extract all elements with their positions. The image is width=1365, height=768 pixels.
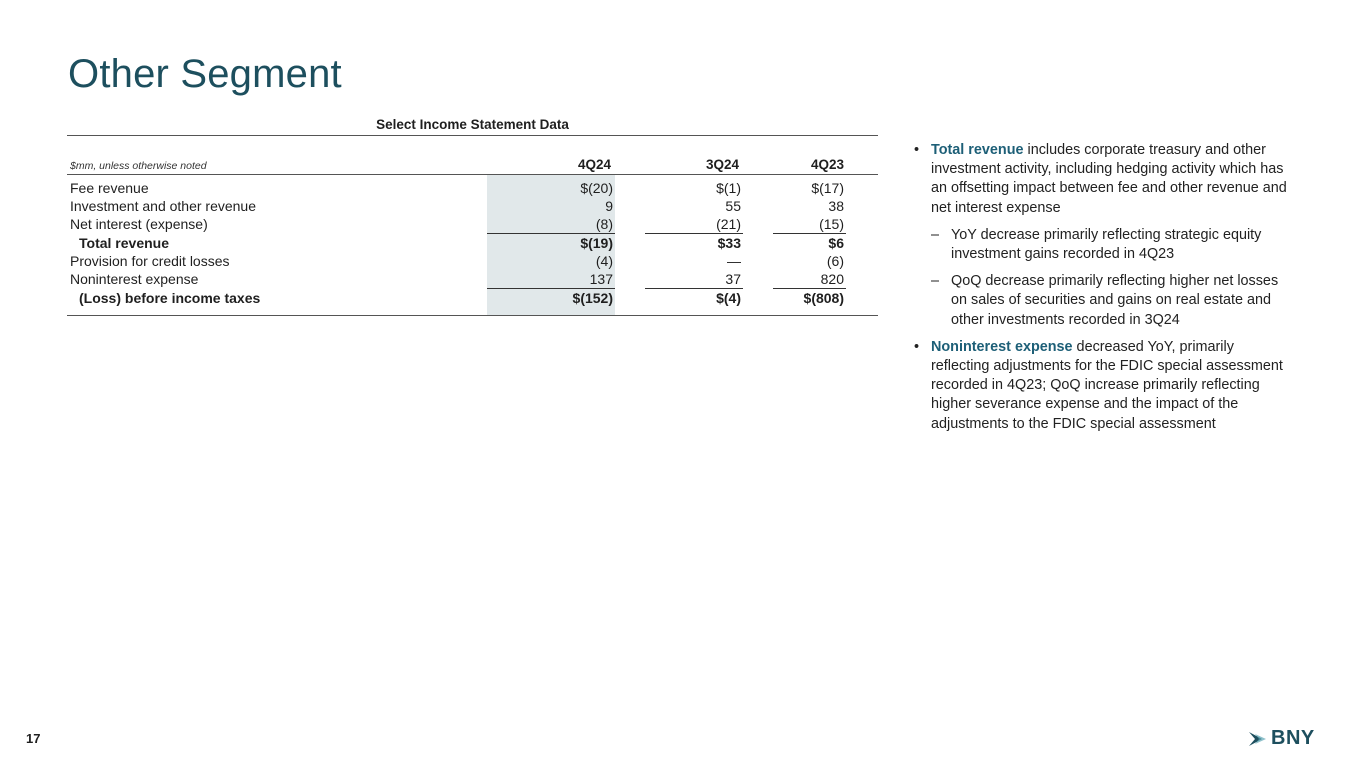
row-label: (Loss) before income taxes bbox=[79, 289, 261, 306]
column-header-4q24: 4Q24 bbox=[577, 157, 611, 172]
cell-3q24: $33 bbox=[615, 233, 743, 252]
cell-4q24: (8) bbox=[487, 215, 615, 233]
dash-icon: – bbox=[931, 273, 940, 290]
cell-4q24: 137 bbox=[487, 270, 615, 288]
table-bottom-divider bbox=[67, 315, 878, 316]
row-label: Provision for credit losses bbox=[70, 253, 230, 269]
table-row-total bbox=[67, 233, 878, 252]
cell-3q24: (21) bbox=[716, 216, 741, 232]
logo-text: BNY bbox=[1271, 727, 1315, 749]
units-note: $mm, unless otherwise noted bbox=[70, 160, 207, 172]
bullet-dot-icon: • bbox=[914, 338, 920, 355]
cell-4q23: $(808) bbox=[743, 288, 878, 315]
table-row bbox=[67, 270, 878, 288]
row-label: Net interest (expense) bbox=[70, 216, 208, 232]
table-row bbox=[67, 215, 878, 233]
cell-4q24: (4) bbox=[487, 252, 615, 270]
cell-4q24: $(20) bbox=[487, 175, 615, 198]
cell-3q24: $(4) bbox=[615, 288, 743, 315]
bullet-noninterest-expense bbox=[912, 338, 1292, 434]
bullet-emphasis: Noninterest expense bbox=[931, 338, 1073, 355]
sub-bullet-qoq bbox=[912, 272, 1292, 330]
table-row-total bbox=[67, 288, 878, 315]
table-row bbox=[67, 175, 878, 198]
cell-3q24: — bbox=[727, 253, 741, 269]
commentary bbox=[912, 141, 1292, 442]
income-statement-table bbox=[67, 116, 878, 316]
bullet-text: decreased YoY, primarily reflecting adjustments for the FDIC special assessment recorded in 4Q23; QoQ increase primarily reflecting higher severance expense and the impact of the adjustments to the FDIC special assessment bbox=[931, 338, 1283, 432]
table-caption: Select Income Statement Data bbox=[376, 117, 569, 132]
sub-bullet-yoy bbox=[912, 226, 1292, 264]
sub-bullet-text: QoQ decrease primarily reflecting higher net losses on sales of securities and gains on real estate and other investments recorded in 3Q24 bbox=[951, 273, 1279, 328]
bullet-text: includes corporate treasury and other investment activity, including hedging activity which has an offsetting impact between fee and other revenue and net interest expense bbox=[931, 142, 1287, 216]
column-header-3q24: 3Q24 bbox=[705, 157, 739, 172]
cell-4q23: $(17) bbox=[811, 180, 844, 196]
bullet-total-revenue bbox=[912, 141, 1292, 218]
page-title: Other Segment bbox=[68, 52, 342, 96]
cell-3q24: 37 bbox=[725, 271, 741, 287]
sub-bullet-text: YoY decrease primarily reflecting strategic equity investment gains recorded in 4Q23 bbox=[951, 226, 1262, 263]
row-label: Total revenue bbox=[79, 234, 169, 251]
cell-3q24: 55 bbox=[725, 198, 741, 214]
row-label: Investment and other revenue bbox=[70, 198, 257, 214]
column-header-4q23: 4Q23 bbox=[810, 157, 844, 172]
row-label: Fee revenue bbox=[70, 180, 149, 196]
bny-logo bbox=[1249, 727, 1315, 750]
cell-4q24: $(19) bbox=[487, 233, 615, 252]
bny-arrow-icon bbox=[1249, 730, 1269, 748]
cell-3q24: $(1) bbox=[716, 180, 741, 196]
cell-4q24: $(152) bbox=[487, 288, 615, 315]
table-row bbox=[67, 197, 878, 215]
cell-4q24: 9 bbox=[487, 197, 615, 215]
cell-4q23: 38 bbox=[828, 198, 844, 214]
header-row bbox=[67, 136, 878, 175]
data-table bbox=[67, 136, 878, 315]
bullet-dot-icon: • bbox=[914, 142, 920, 158]
bullet-emphasis: Total revenue bbox=[931, 142, 1024, 158]
dash-icon: – bbox=[931, 226, 940, 243]
page-number: 17 bbox=[26, 731, 41, 746]
cell-4q23: 820 bbox=[820, 271, 844, 287]
cell-4q23: (15) bbox=[819, 216, 844, 232]
table-row bbox=[67, 252, 878, 270]
cell-4q23: (6) bbox=[826, 253, 844, 269]
cell-4q23: $6 bbox=[743, 233, 878, 252]
row-label: Noninterest expense bbox=[70, 271, 199, 287]
